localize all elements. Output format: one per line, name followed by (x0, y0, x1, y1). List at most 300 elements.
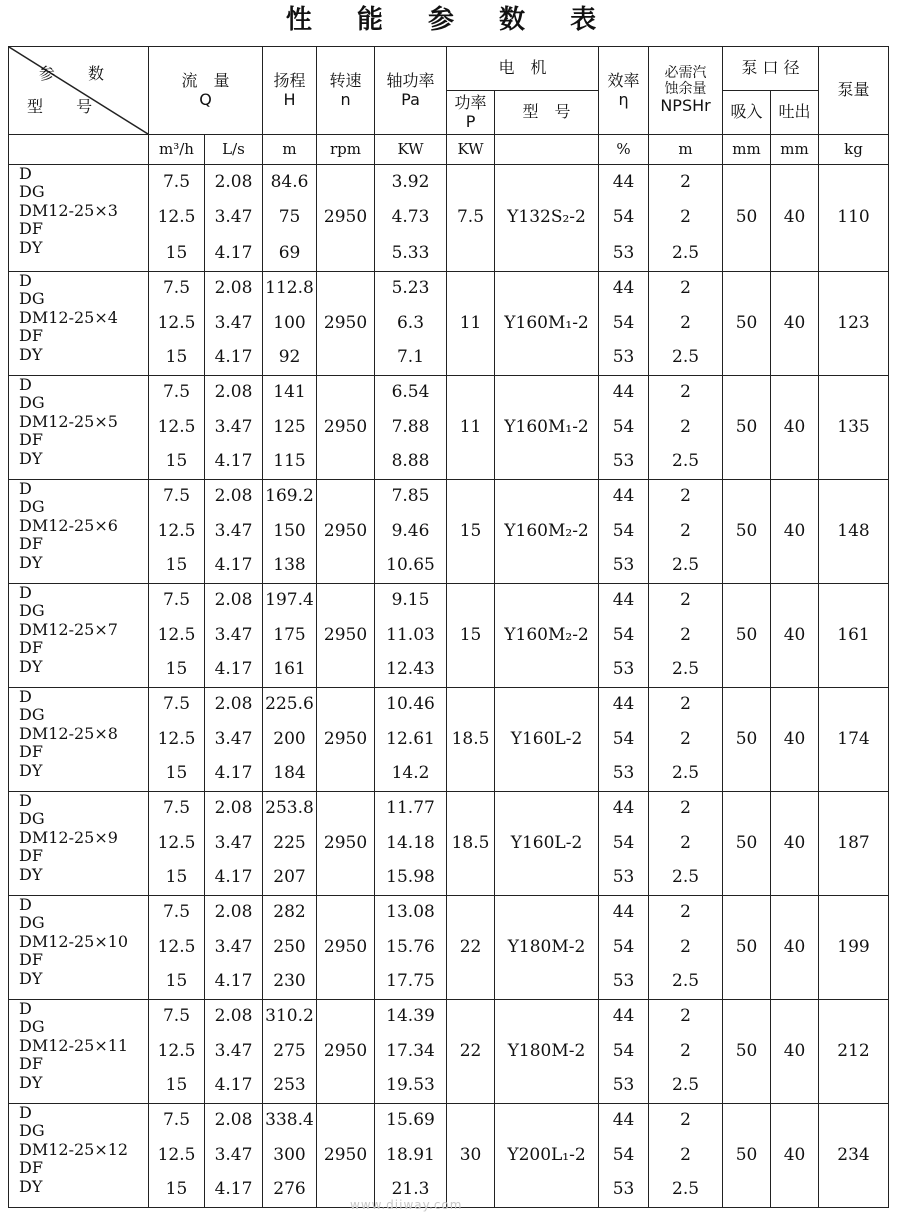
npsh-value: 2 (680, 728, 691, 749)
npsh-stack (649, 1104, 722, 1207)
npsh-value: 2.5 (672, 867, 700, 888)
port-in-cell: 50 (723, 376, 771, 480)
port-out-cell: 40 (771, 896, 819, 1000)
flow-ls-value: 3.47 (214, 416, 253, 437)
model-cell (9, 688, 149, 792)
motor-model-cell: Y160M₁-2 (495, 376, 599, 480)
head-value: 275 (273, 1040, 306, 1061)
model-suffix: DF (19, 742, 43, 762)
motor-model-cell: Y180M-2 (495, 1000, 599, 1104)
model-prefix: D (19, 999, 32, 1018)
efficiency-stack (599, 792, 648, 895)
weight-cell: 212 (819, 1000, 889, 1104)
header-motor-power (447, 91, 495, 135)
flow-ls-value: 4.17 (214, 555, 253, 576)
shaft-power-value: 6.3 (396, 312, 425, 333)
shaft-power-value: 17.75 (386, 971, 435, 992)
header-speed-symbol: n (340, 89, 351, 109)
flow-ls-value: 2.08 (214, 278, 253, 299)
shaft-power-value: 15.76 (386, 936, 435, 957)
efficiency-value: 54 (612, 624, 635, 645)
shaft-power-stack (375, 272, 446, 375)
efficiency-value: 54 (612, 1040, 635, 1061)
unit-motor-model-blank (495, 135, 599, 165)
efficiency-value: 44 (612, 694, 635, 715)
weight-cell: 187 (819, 792, 889, 896)
npsh-value: 2 (680, 486, 691, 507)
flow-m3h-value: 15 (165, 347, 188, 368)
flow-m3h-value: 15 (165, 659, 188, 680)
efficiency-cell (599, 480, 649, 584)
table-row (9, 584, 889, 688)
shaft-power-cell (375, 792, 447, 896)
unit-flow-m3h: m³/h (149, 135, 205, 165)
motor-power-cell: 11 (447, 272, 495, 376)
npsh-cell (649, 896, 723, 1000)
table-row (9, 896, 889, 1000)
npsh-value: 2 (680, 1144, 691, 1165)
efficiency-value: 44 (612, 798, 635, 819)
flow-ls-stack (205, 584, 262, 687)
shaft-power-value: 7.88 (391, 416, 430, 437)
model-name: DM12-25×11 (19, 1035, 129, 1055)
npsh-value: 2.5 (672, 763, 700, 784)
header-head-label: 扬程 (273, 71, 306, 91)
head-value: 150 (273, 520, 306, 541)
flow-m3h-cell (149, 1000, 205, 1104)
head-stack (263, 376, 316, 479)
npsh-cell (649, 376, 723, 480)
model-cell (9, 584, 149, 688)
npsh-stack (649, 165, 722, 271)
flow-m3h-cell (149, 376, 205, 480)
shaft-power-value: 12.43 (386, 659, 435, 680)
model-prefix: DG (19, 601, 45, 621)
efficiency-cell (599, 792, 649, 896)
efficiency-value: 54 (612, 312, 635, 333)
shaft-power-stack (375, 688, 446, 791)
flow-m3h-value: 7.5 (162, 590, 191, 611)
npsh-value: 2 (680, 312, 691, 333)
npsh-value: 2 (680, 694, 691, 715)
model-suffix: DY (19, 448, 43, 468)
npsh-stack (649, 480, 722, 583)
npsh-value: 2 (680, 382, 691, 403)
flow-m3h-value: 7.5 (162, 486, 191, 507)
flow-m3h-value: 7.5 (162, 1110, 191, 1131)
weight-cell: 174 (819, 688, 889, 792)
flow-ls-value: 2.08 (214, 902, 253, 923)
model-name: DM12-25×7 (19, 619, 118, 639)
head-value: 75 (278, 207, 301, 228)
flow-m3h-value: 12.5 (157, 312, 196, 333)
model-prefix: DG (19, 1017, 45, 1037)
efficiency-value: 53 (612, 971, 635, 992)
flow-ls-cell (205, 896, 263, 1000)
npsh-cell (649, 688, 723, 792)
motor-power-cell: 15 (447, 584, 495, 688)
header-motor-power-label: 功率 (454, 93, 487, 113)
npsh-stack (649, 1000, 722, 1103)
flow-ls-cell (205, 376, 263, 480)
header-port-out: 吐出 (771, 91, 819, 135)
npsh-stack (649, 272, 722, 375)
table-row (9, 480, 889, 584)
flow-m3h-value: 7.5 (162, 171, 191, 192)
head-value: 225 (273, 832, 306, 853)
npsh-value: 2 (680, 416, 691, 437)
efficiency-value: 53 (612, 451, 635, 472)
head-value: 225.6 (265, 694, 314, 715)
header-speed-label: 转速 (329, 71, 362, 91)
motor-power-cell: 30 (447, 1104, 495, 1208)
model-prefix: D (19, 271, 32, 290)
weight-cell: 199 (819, 896, 889, 1000)
header-npsh-symbol: NPSHr (660, 96, 711, 116)
table-row (9, 376, 889, 480)
model-suffix: DY (19, 864, 43, 884)
efficiency-cell (599, 584, 649, 688)
table-row (9, 1104, 889, 1208)
shaft-power-stack (375, 792, 446, 895)
efficiency-value: 53 (612, 1179, 635, 1200)
flow-m3h-value: 12.5 (157, 1040, 196, 1061)
model-cell (9, 1000, 149, 1104)
head-stack (263, 896, 316, 999)
shaft-power-value: 18.91 (386, 1144, 435, 1165)
npsh-value: 2 (680, 171, 691, 192)
shaft-power-stack (375, 896, 446, 999)
flow-m3h-stack (149, 480, 204, 583)
shaft-power-value: 6.54 (391, 382, 430, 403)
flow-ls-value: 3.47 (214, 1144, 253, 1165)
shaft-power-value: 3.92 (391, 171, 430, 192)
table-row (9, 1000, 889, 1104)
shaft-power-value: 9.46 (391, 520, 430, 541)
unit-shaft-power: KW (375, 135, 447, 165)
model-prefix: DG (19, 913, 45, 933)
flow-m3h-value: 7.5 (162, 1006, 191, 1027)
shaft-power-cell (375, 272, 447, 376)
flow-ls-stack (205, 792, 262, 895)
motor-model-cell: Y160M₂-2 (495, 584, 599, 688)
shaft-power-value: 11.77 (386, 798, 435, 819)
npsh-value: 2.5 (672, 555, 700, 576)
port-in-cell: 50 (723, 480, 771, 584)
flow-m3h-value: 15 (165, 971, 188, 992)
flow-ls-stack (205, 376, 262, 479)
speed-cell: 2950 (317, 688, 375, 792)
flow-m3h-cell (149, 272, 205, 376)
motor-model-cell: Y160L-2 (495, 688, 599, 792)
flow-ls-cell (205, 688, 263, 792)
shaft-power-value: 14.2 (391, 763, 430, 784)
shaft-power-value: 4.73 (391, 207, 430, 228)
motor-model-cell: Y160M₂-2 (495, 480, 599, 584)
speed-cell: 2950 (317, 896, 375, 1000)
model-suffix: DY (19, 1072, 43, 1092)
units-row (9, 135, 889, 165)
header-motor-power-symbol: P (465, 111, 476, 131)
weight-cell: 148 (819, 480, 889, 584)
model-suffix: DF (19, 326, 43, 346)
flow-m3h-value: 12.5 (157, 936, 196, 957)
flow-ls-value: 4.17 (214, 242, 253, 263)
flow-m3h-cell (149, 688, 205, 792)
port-in-cell: 50 (723, 792, 771, 896)
efficiency-value: 53 (612, 555, 635, 576)
head-cell (263, 896, 317, 1000)
flow-ls-cell (205, 584, 263, 688)
flow-m3h-value: 12.5 (157, 832, 196, 853)
npsh-value: 2 (680, 624, 691, 645)
flow-m3h-stack (149, 272, 204, 375)
flow-m3h-stack (149, 1104, 204, 1207)
efficiency-value: 44 (612, 171, 635, 192)
npsh-value: 2 (680, 1110, 691, 1131)
header-flow-label: 流 量 (181, 71, 230, 91)
npsh-value: 2 (680, 207, 691, 228)
flow-ls-value: 2.08 (214, 171, 253, 192)
flow-ls-value: 4.17 (214, 971, 253, 992)
port-out-cell: 40 (771, 272, 819, 376)
model-suffix: DY (19, 237, 43, 257)
speed-cell: 2950 (317, 376, 375, 480)
header-motor-model: 型 号 (495, 91, 599, 135)
model-name: DM12-25×8 (19, 723, 118, 743)
shaft-power-stack (375, 1000, 446, 1103)
efficiency-cell (599, 165, 649, 272)
head-value: 197.4 (265, 590, 314, 611)
shaft-power-value: 15.69 (386, 1110, 435, 1131)
port-in-cell: 50 (723, 688, 771, 792)
header-row (9, 47, 889, 91)
shaft-power-cell (375, 584, 447, 688)
corner-label-model: 型 号 (27, 96, 107, 116)
motor-model-cell: Y132S₂-2 (495, 165, 599, 272)
efficiency-value: 54 (612, 416, 635, 437)
flow-m3h-value: 15 (165, 242, 188, 263)
model-cell (9, 1104, 149, 1208)
header-flow (149, 47, 263, 135)
shaft-power-stack (375, 584, 446, 687)
model-cell (9, 165, 149, 272)
head-value: 184 (273, 763, 306, 784)
model-prefix: D (19, 583, 32, 602)
model-suffix: DY (19, 656, 43, 676)
efficiency-value: 44 (612, 1110, 635, 1131)
shaft-power-value: 5.33 (391, 242, 430, 263)
unit-speed: rpm (317, 135, 375, 165)
model-suffix: DF (19, 638, 43, 658)
head-stack (263, 165, 316, 271)
flow-ls-stack (205, 1104, 262, 1207)
flow-ls-value: 2.08 (214, 590, 253, 611)
flow-m3h-value: 15 (165, 763, 188, 784)
model-prefix: DG (19, 182, 45, 202)
npsh-value: 2.5 (672, 451, 700, 472)
port-out-cell: 40 (771, 480, 819, 584)
shaft-power-value: 19.53 (386, 1075, 435, 1096)
head-stack (263, 1000, 316, 1103)
header-motor: 电 机 (447, 47, 599, 91)
motor-power-cell: 15 (447, 480, 495, 584)
flow-ls-value: 3.47 (214, 728, 253, 749)
flow-m3h-stack (149, 688, 204, 791)
header-efficiency-symbol: η (618, 89, 629, 109)
npsh-value: 2.5 (672, 242, 700, 263)
efficiency-value: 53 (612, 763, 635, 784)
unit-model-blank (9, 135, 149, 165)
model-cell (9, 376, 149, 480)
model-prefix: D (19, 791, 32, 810)
flow-ls-cell (205, 1000, 263, 1104)
flow-ls-value: 3.47 (214, 1040, 253, 1061)
flow-ls-cell (205, 792, 263, 896)
efficiency-value: 53 (612, 347, 635, 368)
efficiency-value: 44 (612, 382, 635, 403)
npsh-cell (649, 1000, 723, 1104)
flow-m3h-value: 12.5 (157, 416, 196, 437)
model-cell (9, 272, 149, 376)
shaft-power-value: 9.15 (391, 590, 430, 611)
port-in-cell: 50 (723, 1104, 771, 1208)
unit-port-out: mm (771, 135, 819, 165)
model-prefix: DG (19, 705, 45, 725)
efficiency-stack (599, 272, 648, 375)
model-suffix: DY (19, 552, 43, 572)
flow-ls-stack (205, 480, 262, 583)
model-suffix: DF (19, 219, 43, 239)
shaft-power-value: 15.98 (386, 867, 435, 888)
efficiency-stack (599, 688, 648, 791)
efficiency-cell (599, 688, 649, 792)
flow-ls-value: 4.17 (214, 659, 253, 680)
efficiency-stack (599, 584, 648, 687)
model-prefix: DG (19, 497, 45, 517)
header-npsh-line1: 必需汽 (664, 65, 707, 82)
shaft-power-stack (375, 376, 446, 479)
head-cell (263, 792, 317, 896)
speed-cell: 2950 (317, 1104, 375, 1208)
head-value: 250 (273, 936, 306, 957)
head-cell (263, 584, 317, 688)
shaft-power-value: 5.23 (391, 278, 430, 299)
flow-ls-value: 3.47 (214, 520, 253, 541)
motor-model-cell: Y160L-2 (495, 792, 599, 896)
flow-m3h-stack (149, 165, 204, 271)
motor-model-cell: Y200L₁-2 (495, 1104, 599, 1208)
shaft-power-value: 10.46 (386, 694, 435, 715)
port-out-cell: 40 (771, 688, 819, 792)
flow-m3h-value: 15 (165, 451, 188, 472)
head-value: 207 (273, 867, 306, 888)
port-out-cell: 40 (771, 165, 819, 272)
motor-power-cell: 22 (447, 896, 495, 1000)
table-row (9, 792, 889, 896)
flow-ls-value: 3.47 (214, 207, 253, 228)
npsh-stack (649, 376, 722, 479)
shaft-power-stack (375, 165, 446, 271)
npsh-value: 2.5 (672, 971, 700, 992)
model-suffix: DF (19, 1158, 43, 1178)
efficiency-cell (599, 272, 649, 376)
efficiency-value: 44 (612, 1006, 635, 1027)
shaft-power-value: 17.34 (386, 1040, 435, 1061)
npsh-value: 2 (680, 278, 691, 299)
motor-power-cell: 18.5 (447, 688, 495, 792)
speed-cell: 2950 (317, 584, 375, 688)
model-suffix: DF (19, 1054, 43, 1074)
model-suffix: DF (19, 950, 43, 970)
shaft-power-value: 7.1 (396, 347, 425, 368)
table-row (9, 688, 889, 792)
model-suffix: DY (19, 344, 43, 364)
flow-ls-value: 2.08 (214, 1006, 253, 1027)
head-stack (263, 480, 316, 583)
head-value: 115 (273, 451, 306, 472)
port-in-cell: 50 (723, 896, 771, 1000)
motor-model-cell: Y180M-2 (495, 896, 599, 1000)
npsh-value: 2 (680, 902, 691, 923)
shaft-power-cell (375, 376, 447, 480)
efficiency-stack (599, 1000, 648, 1103)
flow-ls-stack (205, 272, 262, 375)
flow-m3h-value: 7.5 (162, 902, 191, 923)
model-name: DM12-25×5 (19, 411, 118, 431)
flow-ls-value: 2.08 (214, 486, 253, 507)
flow-m3h-value: 15 (165, 1075, 188, 1096)
efficiency-stack (599, 480, 648, 583)
head-value: 161 (273, 659, 306, 680)
flow-m3h-cell (149, 896, 205, 1000)
unit-port-in: mm (723, 135, 771, 165)
flow-m3h-value: 12.5 (157, 624, 196, 645)
header-port: 泵 口 径 (723, 47, 819, 91)
npsh-cell (649, 792, 723, 896)
head-cell (263, 165, 317, 272)
head-value: 200 (273, 728, 306, 749)
unit-head: m (263, 135, 317, 165)
flow-m3h-stack (149, 792, 204, 895)
flow-ls-value: 4.17 (214, 451, 253, 472)
flow-ls-value: 3.47 (214, 624, 253, 645)
model-cell (9, 792, 149, 896)
corner-header-cell (9, 47, 149, 135)
watermark-text: www.diiway.com (350, 1198, 463, 1212)
npsh-cell (649, 480, 723, 584)
head-value: 338.4 (265, 1110, 314, 1131)
flow-ls-value: 3.47 (214, 832, 253, 853)
flow-ls-stack (205, 1000, 262, 1103)
flow-m3h-value: 7.5 (162, 278, 191, 299)
model-prefix: DG (19, 809, 45, 829)
model-suffix: DY (19, 968, 43, 988)
flow-m3h-value: 12.5 (157, 1144, 196, 1165)
model-name: DM12-25×12 (19, 1139, 129, 1159)
model-prefix: DG (19, 1121, 45, 1141)
head-value: 230 (273, 971, 306, 992)
npsh-stack (649, 896, 722, 999)
efficiency-value: 53 (612, 659, 635, 680)
model-name: DM12-25×10 (19, 931, 129, 951)
shaft-power-value: 7.85 (391, 486, 430, 507)
npsh-value: 2.5 (672, 1179, 700, 1200)
unit-npsh: m (649, 135, 723, 165)
flow-ls-cell (205, 1104, 263, 1208)
speed-cell: 2950 (317, 792, 375, 896)
head-cell (263, 376, 317, 480)
